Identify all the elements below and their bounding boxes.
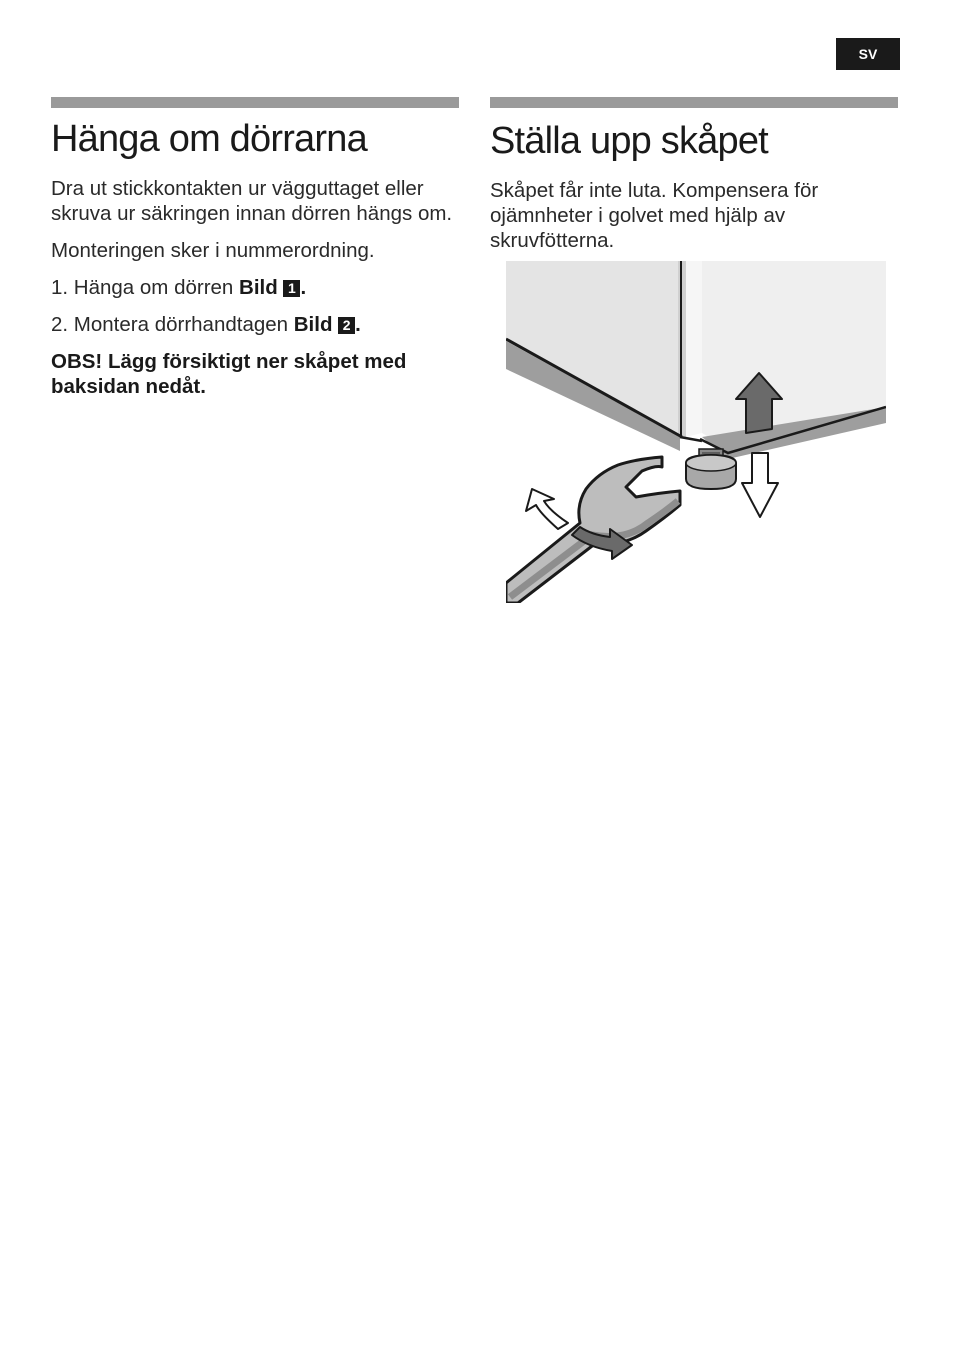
step-suffix: . <box>355 312 361 336</box>
step-text: 2. Montera dörrhandtagen <box>51 312 294 336</box>
figure-ref-label: Bild <box>293 312 333 336</box>
section-rule <box>51 97 459 108</box>
section-hanga-om-dorrarna <box>51 97 459 399</box>
step-1 <box>51 275 459 300</box>
leveling-feet-illustration <box>506 261 886 603</box>
step-text: 1. Hänga om dörren <box>51 275 240 299</box>
order-note: Monteringen sker i nummerordning. <box>51 238 375 262</box>
section-rule <box>490 97 898 108</box>
section-title: Ställa upp skåpet <box>490 120 768 162</box>
language-badge: SV <box>836 38 900 70</box>
intro-paragraph: Skåpet får inte luta. Kompensera för ojämnheter i golvet med hjälp av skruvfötterna. <box>490 178 819 252</box>
section-title: Hänga om dörrarna <box>51 118 367 160</box>
section-stalla-upp-skapet <box>490 97 898 253</box>
figure-ref-label: Bild <box>239 275 278 299</box>
step-2 <box>51 312 459 337</box>
figure-number-badge: 1 <box>283 280 300 297</box>
warning-note: OBS! Lägg försiktigt ner skåpet med baksidan nedåt. <box>51 349 407 398</box>
step-suffix: . <box>300 275 307 299</box>
intro-paragraph: Dra ut stickkontakten ur vägguttaget eller skruva ur säkringen innan dörren hängs om. <box>51 176 453 225</box>
figure-number-badge: 2 <box>338 317 355 334</box>
